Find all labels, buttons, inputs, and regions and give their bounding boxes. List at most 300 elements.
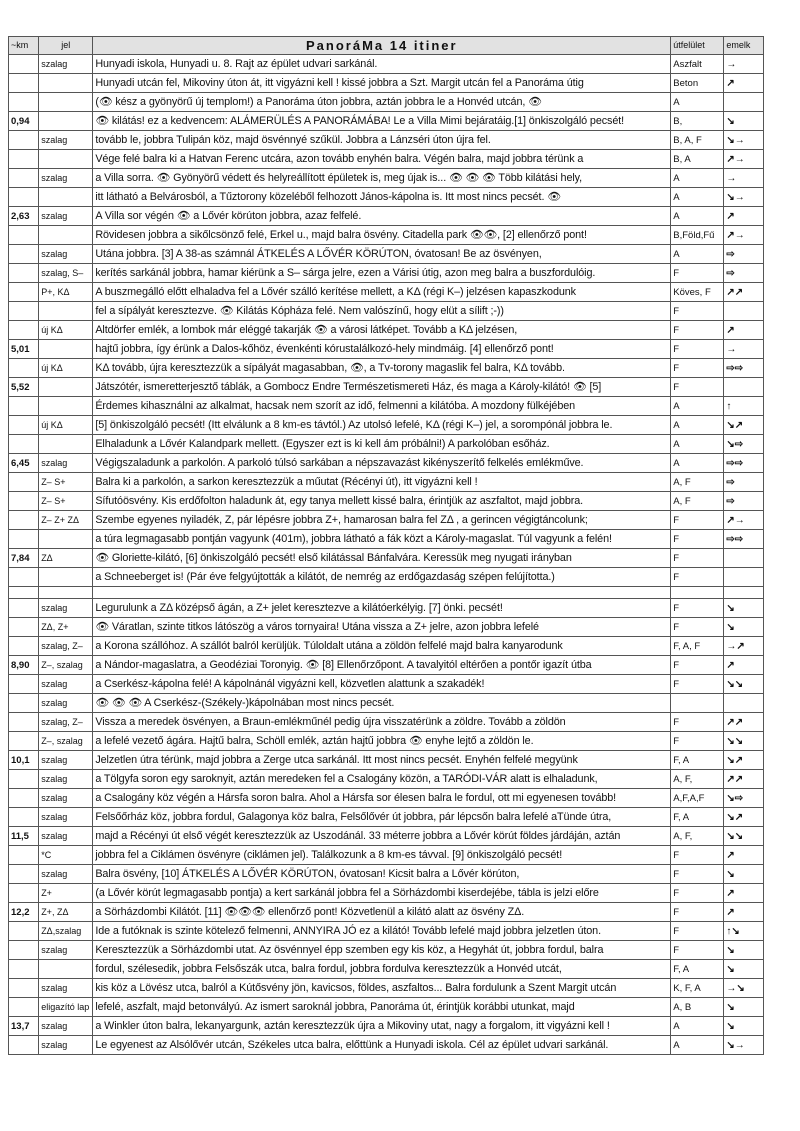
header-row: [9, 37, 764, 55]
direction-arrows: →: [724, 55, 764, 74]
marker-cell: Z– Z+ ZΔ: [39, 511, 93, 530]
route-description: A buszmegálló előtt elhaladva fel a Lővér szálló kerítése mellett, a KΔ (régi K–) jelzésen kapaszkodunk: [93, 283, 671, 302]
km-cell: [9, 264, 39, 283]
km-cell: 10,1: [9, 751, 39, 770]
itinerary-row: [9, 131, 764, 150]
km-cell: [9, 302, 39, 321]
marker-cell: szalag: [39, 1017, 93, 1036]
direction-arrows: ⇨: [724, 264, 764, 283]
route-description: Érdemes kihasználni az alkalmat, hacsak nem szorít az idő, felmenni a kilátóba. A mozdony fülkéjében: [93, 397, 671, 416]
marker-cell: Z– S+: [39, 473, 93, 492]
surface-cell: A: [671, 1017, 724, 1036]
route-description: a Csalogány köz végén a Hársfa soron balra. Ahol a Hársfa sor élesen balra le fordul, ott mi egyenesen tovább!: [93, 789, 671, 808]
surface-cell: F: [671, 846, 724, 865]
route-description: Hunyadi iskola, Hunyadi u. 8. Rajt az épület udvari sarkánál.: [93, 55, 671, 74]
km-cell: [9, 93, 39, 112]
km-cell: [9, 941, 39, 960]
km-cell: [9, 150, 39, 169]
direction-arrows: ↘: [724, 941, 764, 960]
itinerary-row: [9, 112, 764, 131]
marker-cell: szalag: [39, 808, 93, 827]
km-cell: [9, 637, 39, 656]
direction-arrows: [724, 549, 764, 568]
route-description: Elhaladunk a Lővér Kalandpark mellett. (Egyszer ezt is ki kell ám próbálni!) A parkolóban esőház.: [93, 435, 671, 454]
direction-arrows: ↗↗: [724, 713, 764, 732]
itinerary-row: [9, 770, 764, 789]
marker-cell: szalag: [39, 599, 93, 618]
route-description: Hunyadi utcán fel, Mikoviny úton át, itt vigyázni kell ! kissé jobbra a Szt. Margit utcán fel a Panoráma útig: [93, 74, 671, 93]
direction-arrows: ↘↗: [724, 416, 764, 435]
direction-arrows: ⇨: [724, 245, 764, 264]
route-description: Végigszaladunk a parkolón. A parkoló túlsó sarkában a népszavazást kikényszerítő felkelés emlékműve.: [93, 454, 671, 473]
itinerary-row: [9, 150, 764, 169]
direction-arrows: ↘↗: [724, 751, 764, 770]
surface-cell: F: [671, 359, 724, 378]
itinerary-row: [9, 865, 764, 884]
route-description: a Winkler úton balra, lekanyargunk, aztán keresztezzük újra a Mikoviny utat, nagy a forgalom, itt vigyázni kell !: [93, 1017, 671, 1036]
marker-cell: ZΔ, Z+: [39, 618, 93, 637]
marker-cell: szalag: [39, 865, 93, 884]
km-cell: 13,7: [9, 1017, 39, 1036]
surface-cell: A, F,: [671, 770, 724, 789]
surface-cell: B, A, F: [671, 131, 724, 150]
surface-cell: A: [671, 169, 724, 188]
itinerary-row: [9, 827, 764, 846]
itinerary-row: [9, 751, 764, 770]
direction-arrows: ↘→: [724, 1036, 764, 1055]
marker-cell: szalag: [39, 827, 93, 846]
km-cell: [9, 1036, 39, 1055]
itinerary-row: [9, 979, 764, 998]
direction-arrows: ↗→: [724, 511, 764, 530]
itinerary-row: [9, 884, 764, 903]
marker-cell: [39, 112, 93, 131]
route-description: a Cserkész-kápolna felé! A kápolnánál vigyázni kell, közvetlen alattunk a szakadék!: [93, 675, 671, 694]
itinerary-row: [9, 599, 764, 618]
jel-column-header: jel: [39, 37, 93, 55]
route-description: jobbra fel a Ciklámen ösvényre (ciklámen jel). Találkozunk a 8 km-es távval. [9] önkiszolgáló pecsét!: [93, 846, 671, 865]
km-cell: 6,45: [9, 454, 39, 473]
direction-arrows: ↗: [724, 74, 764, 93]
km-cell: [9, 245, 39, 264]
surface-cell: F: [671, 378, 724, 397]
surface-cell: [671, 694, 724, 713]
km-cell: 0,94: [9, 112, 39, 131]
marker-cell: [39, 188, 93, 207]
itinerary-row: [9, 568, 764, 587]
route-description: Vissza a meredek ösvényen, a Braun-emlékműnél pedig újra visszatérünk a zöldre. Tovább a zöldön: [93, 713, 671, 732]
surface-cell: Aszfalt: [671, 55, 724, 74]
surface-cell: F, A: [671, 960, 724, 979]
surface-cell: F: [671, 340, 724, 359]
direction-arrows: →↘: [724, 979, 764, 998]
marker-cell: [39, 74, 93, 93]
route-description: a Tölgyfa soron egy saroknyit, aztán meredeken fel a Csalogány közön, a TARÓDI-VÁR alatt is elhaladunk,: [93, 770, 671, 789]
route-description: Balra ki a parkolón, a sarkon keresztezzük a műutat (Récényi út), itt vigyázni kell !: [93, 473, 671, 492]
km-cell: [9, 511, 39, 530]
km-cell: [9, 473, 39, 492]
route-description: Jelzetlen útra térünk, majd jobbra a Zerge utca sarkánál. Itt most nincs pecsét. Enyhén felfelé megyünk: [93, 751, 671, 770]
km-cell: [9, 713, 39, 732]
km-cell: [9, 979, 39, 998]
itinerary-row: [9, 55, 764, 74]
direction-arrows: [724, 568, 764, 587]
km-cell: [9, 169, 39, 188]
surface-cell: F: [671, 264, 724, 283]
marker-cell: szalag: [39, 789, 93, 808]
itinerary-row: [9, 264, 764, 283]
itinerary-row: [9, 732, 764, 751]
route-description: 👁 Gloriette-kilátó, [6] önkiszolgáló pecsét! első kilátással Bánfalvára. Keressük meg nyugati irányban: [93, 549, 671, 568]
route-description: 👁 kilátás! ez a kedvencem: ALÁMERÜLÉS A PANORÁMÁBA! Le a Villa Mimi bejáratáig.[1] önkiszolgáló pecsét!: [93, 112, 671, 131]
route-description: hajtű jobbra, így érünk a Dalos-kőhöz, évenkénti kórustalálkozó-hely mindmáig. [4] ellenőrző pont!: [93, 340, 671, 359]
marker-cell: szalag: [39, 675, 93, 694]
route-description: tovább le, jobbra Tulipán köz, majd ösvénnyé szűkül. Jobbra a Lánzséri úton újra fel.: [93, 131, 671, 150]
marker-cell: [39, 960, 93, 979]
direction-arrows: ⇨⇨: [724, 454, 764, 473]
itinerary-row: [9, 549, 764, 568]
surface-cell: A: [671, 397, 724, 416]
route-description: Balra ösvény, [10] ÁTKELÉS A LŐVÉR KÖRÚTON, óvatosan! Kicsit balra a Lővér körúton,: [93, 865, 671, 884]
itinerary-row: [9, 846, 764, 865]
direction-arrows: →: [724, 169, 764, 188]
marker-cell: Z+: [39, 884, 93, 903]
surface-cell: F, A: [671, 751, 724, 770]
km-cell: [9, 283, 39, 302]
direction-arrows: ↘↘: [724, 732, 764, 751]
marker-cell: P+, KΔ: [39, 283, 93, 302]
itinerary-row: [9, 675, 764, 694]
route-description: Sífutóösvény. Kis erdőfolton haladunk át, egy tanya mellett kissé balra, érintjük az aszfaltot, majd jobbra.: [93, 492, 671, 511]
route-description: Játszótér, ismeretterjesztő táblák, a Gombocz Endre Természetismereti Ház, és maga a Károly-kilátó! 👁 [5]: [93, 378, 671, 397]
direction-arrows: ⇨: [724, 492, 764, 511]
km-cell: [9, 732, 39, 751]
surface-cell: A: [671, 207, 724, 226]
marker-cell: [39, 340, 93, 359]
km-cell: [9, 397, 39, 416]
route-description: (👁 kész a gyönyörű új templom!) a Panoráma úton jobbra, aztán jobbra le a Honvéd utcán, 👁: [93, 93, 671, 112]
direction-arrows: →↗: [724, 637, 764, 656]
itinerary-row: [9, 960, 764, 979]
km-cell: [9, 865, 39, 884]
surface-column-header: útfelület: [671, 37, 724, 55]
surface-cell: F: [671, 675, 724, 694]
route-description: Vége felé balra ki a Hatvan Ferenc utcára, azon tovább enyhén balra. Végén balra, majd jobbra térünk a: [93, 150, 671, 169]
surface-cell: A, F: [671, 473, 724, 492]
route-description: majd a Récényi út első végét keresztezzük az Uszodánál. 33 méterre jobbra a Lővér körút földes járdáján, aztán: [93, 827, 671, 846]
itinerary-row: [9, 454, 764, 473]
surface-cell: K, F, A: [671, 979, 724, 998]
marker-cell: [39, 378, 93, 397]
route-description: Ide a futóknak is szinte kötelező felmenni, ANNYIRA JÓ ez a kilátó! Tovább lefelé majd jobbra jelzetlen úton.: [93, 922, 671, 941]
itinerary-row: [9, 998, 764, 1017]
direction-arrows: ↘: [724, 1017, 764, 1036]
direction-arrows: [724, 302, 764, 321]
surface-cell: F: [671, 922, 724, 941]
marker-cell: szalag: [39, 1036, 93, 1055]
direction-arrows: ↗: [724, 207, 764, 226]
direction-arrows: [724, 378, 764, 397]
route-description: fel a sípályát keresztezve. 👁 Kilátás Kópháza felé. Nem valószínű, hogy elüt a sílift ;-)): [93, 302, 671, 321]
km-cell: [9, 789, 39, 808]
marker-cell: szalag: [39, 770, 93, 789]
km-cell: [9, 618, 39, 637]
km-cell: [9, 808, 39, 827]
direction-arrows: ↗↗: [724, 770, 764, 789]
surface-cell: A: [671, 416, 724, 435]
itinerary-row: [9, 397, 764, 416]
itinerary-row: [9, 618, 764, 637]
route-description: A Villa sor végén 👁 a Lővér körúton jobbra, azaz felfelé.: [93, 207, 671, 226]
surface-cell: A: [671, 245, 724, 264]
km-cell: [9, 694, 39, 713]
route-description: Le egyenest az Alsólővér utcán, Székeles utca balra, előttünk a Hunyadi iskola. Cél az épület udvari sarkánál.: [93, 1036, 671, 1055]
route-description: a Nándor-magaslatra, a Geodéziai Toronyig. 👁 [8] Ellenőrzőpont. A tavalyitól eltérően a pontőr igazít útba: [93, 656, 671, 675]
itinerary-row: [9, 435, 764, 454]
itinerary-row: [9, 694, 764, 713]
km-cell: 11,5: [9, 827, 39, 846]
itinerary-row: [9, 359, 764, 378]
marker-cell: új KΔ: [39, 359, 93, 378]
marker-cell: új KΔ: [39, 416, 93, 435]
surface-cell: B,: [671, 112, 724, 131]
route-description: Utána jobbra. [3] A 38-as számnál ÁTKELÉS A LŐVÉR KÖRÚTON, óvatosan! Be az ösvényen,: [93, 245, 671, 264]
direction-arrows: ↗: [724, 846, 764, 865]
km-cell: [9, 416, 39, 435]
marker-cell: Z–, szalag: [39, 656, 93, 675]
route-description: 👁 👁 👁 A Cserkész-(Székely-)kápolnában most nincs pecsét.: [93, 694, 671, 713]
surface-cell: A: [671, 435, 724, 454]
surface-cell: A: [671, 93, 724, 112]
direction-arrows: ↘: [724, 998, 764, 1017]
marker-cell: szalag, Z–: [39, 713, 93, 732]
marker-cell: Z+, ZΔ: [39, 903, 93, 922]
surface-cell: A: [671, 188, 724, 207]
surface-cell: A, F,: [671, 827, 724, 846]
marker-cell: szalag: [39, 979, 93, 998]
marker-cell: szalag: [39, 941, 93, 960]
surface-cell: F: [671, 732, 724, 751]
marker-cell: új KΔ: [39, 321, 93, 340]
direction-arrows: ↘↘: [724, 827, 764, 846]
marker-cell: [39, 568, 93, 587]
itinerary-row: [9, 713, 764, 732]
surface-cell: F, A: [671, 808, 724, 827]
km-cell: [9, 998, 39, 1017]
route-description: a Korona szállóhoz. A szállót balról kerüljük. Túloldalt utána a zöldön felfelé majd balra kanyarodunk: [93, 637, 671, 656]
km-cell: 7,84: [9, 549, 39, 568]
km-cell: [9, 846, 39, 865]
itinerary-row: [9, 941, 764, 960]
marker-cell: eligazító lap: [39, 998, 93, 1017]
marker-cell: [39, 226, 93, 245]
km-cell: [9, 770, 39, 789]
direction-arrows: ↑: [724, 397, 764, 416]
route-description: kerítés sarkánál jobbra, hamar kiérünk a S– sárga jelre, ezen a Várisi útig, azon meg balra a buszfordulóig.: [93, 264, 671, 283]
route-description: Keresztezzük a Sörházdombi utat. Az ösvénnyel épp szemben egy kis köz, a Hegyhát út, jobbra fordul, balra: [93, 941, 671, 960]
route-description: fordul, szélesedik, jobbra Felsőszák utca, balra fordul, jobbra fordulva keresztezzük a Honvéd utcát,: [93, 960, 671, 979]
direction-arrows: ↗: [724, 321, 764, 340]
itinerary-row: [9, 1036, 764, 1055]
direction-arrows: ↘→: [724, 131, 764, 150]
route-description: a Sörházdombi Kilátót. [11] 👁👁👁 ellenőrző pont! Közvetlenül a kilátó alatt az ösvény ZΔ.: [93, 903, 671, 922]
direction-arrows: ↗→: [724, 226, 764, 245]
direction-arrows: ⇨⇨: [724, 530, 764, 549]
itinerary-row: [9, 473, 764, 492]
itinerary-row: [9, 511, 764, 530]
km-cell: 8,90: [9, 656, 39, 675]
marker-cell: szalag: [39, 55, 93, 74]
marker-cell: Z– S+: [39, 492, 93, 511]
direction-arrows: ↗↗: [724, 283, 764, 302]
direction-arrows: ↘⇨: [724, 789, 764, 808]
direction-arrows: [724, 694, 764, 713]
itinerary-row: [9, 340, 764, 359]
itinerary-row: [9, 903, 764, 922]
surface-cell: A,F,A,F: [671, 789, 724, 808]
direction-arrows: ↘: [724, 960, 764, 979]
marker-cell: ZΔ: [39, 549, 93, 568]
surface-cell: F: [671, 884, 724, 903]
route-description: Felsőőrház köz, jobbra fordul, Galagonya köz balra, Felsőlővér út jobbra, pár lépcsőn balra lefelé aTünde útra,: [93, 808, 671, 827]
marker-cell: szalag: [39, 207, 93, 226]
surface-cell: A: [671, 454, 724, 473]
route-description: Legurulunk a ZΔ középső ágán, a Z+ jelet keresztezve a kilátóerkélyig. [7] önki. pecsét!: [93, 599, 671, 618]
direction-arrows: ↘: [724, 865, 764, 884]
km-column-header: ~km: [9, 37, 39, 55]
direction-arrows: ↘→: [724, 188, 764, 207]
itinerary-row: [9, 226, 764, 245]
itinerary-row: [9, 207, 764, 226]
km-cell: [9, 492, 39, 511]
itinerary-row: [9, 283, 764, 302]
surface-cell: B, A: [671, 150, 724, 169]
itinerary-row: [9, 188, 764, 207]
direction-arrows: →: [724, 340, 764, 359]
km-cell: [9, 884, 39, 903]
route-description: a lefelé vezető ágára. Hajtű balra, Schöll emlék, aztán hajtű jobbra 👁 enyhe lejtő a zöldön le.: [93, 732, 671, 751]
route-description: kis köz a Lövész utca, balról a Kútősvény jön, kavicsos, földes, aszfaltos... Balra fordulunk a Szent Margit utcán: [93, 979, 671, 998]
direction-arrows: ↗: [724, 884, 764, 903]
itinerary-row: [9, 378, 764, 397]
km-cell: [9, 922, 39, 941]
marker-cell: [39, 150, 93, 169]
km-cell: 12,2: [9, 903, 39, 922]
surface-cell: F: [671, 656, 724, 675]
direction-arrows: ↘: [724, 618, 764, 637]
direction-arrows: ↗: [724, 903, 764, 922]
marker-cell: szalag: [39, 751, 93, 770]
direction-arrows: ↘: [724, 112, 764, 131]
route-description: Altdörfer emlék, a lombok már eléggé takarják 👁 a városi látképet. Tovább a KΔ jelzésen,: [93, 321, 671, 340]
itinerary-row: [9, 656, 764, 675]
km-cell: [9, 226, 39, 245]
itinerary-row: [9, 492, 764, 511]
km-cell: [9, 675, 39, 694]
itinerary-row: [9, 169, 764, 188]
surface-cell: F: [671, 903, 724, 922]
itinerary-row: [9, 74, 764, 93]
itinerary-row: [9, 922, 764, 941]
direction-arrows: [724, 93, 764, 112]
direction-arrows: ↘↗: [724, 808, 764, 827]
marker-cell: *C: [39, 846, 93, 865]
marker-cell: Z–, szalag: [39, 732, 93, 751]
marker-cell: szalag: [39, 454, 93, 473]
direction-arrows: ↗→: [724, 150, 764, 169]
marker-cell: [39, 397, 93, 416]
marker-cell: [39, 435, 93, 454]
direction-arrows: ↑↘: [724, 922, 764, 941]
itinerary-table: [8, 36, 764, 1055]
surface-cell: F: [671, 549, 724, 568]
direction-arrows: ⇨⇨: [724, 359, 764, 378]
itinerary-row: [9, 637, 764, 656]
surface-cell: A, B: [671, 998, 724, 1017]
route-description: a Villa sorra. 👁 Gyönyörű védett és helyreállított épületek is, meg újak is... 👁 👁 👁 Több kilátási hely,: [93, 169, 671, 188]
itinerary-row: [9, 245, 764, 264]
km-cell: [9, 435, 39, 454]
direction-arrows: ↘↘: [724, 675, 764, 694]
route-description: (a Lővér körút legmagasabb pontja) a kert sarkánál jobbra fel a Sörházdombi kiserdejébe, tábla is jelzi előre: [93, 884, 671, 903]
km-cell: [9, 55, 39, 74]
itinerary-row: [9, 416, 764, 435]
marker-cell: szalag, S–: [39, 264, 93, 283]
direction-arrows: ↘⇨: [724, 435, 764, 454]
route-description: KΔ tovább, újra keresztezzük a sípályát magasabban, 👁, a Tv-torony magaslik fel balra, KΔ tovább.: [93, 359, 671, 378]
km-cell: 2,63: [9, 207, 39, 226]
direction-arrows: ↗: [724, 656, 764, 675]
surface-cell: F, A, F: [671, 637, 724, 656]
surface-cell: F: [671, 321, 724, 340]
marker-cell: [39, 530, 93, 549]
marker-cell: szalag: [39, 245, 93, 264]
surface-cell: A, F: [671, 492, 724, 511]
km-cell: [9, 188, 39, 207]
surface-cell: F: [671, 599, 724, 618]
itinerary-row: [9, 1017, 764, 1036]
elevation-column-header: emelk: [724, 37, 764, 55]
surface-cell: F: [671, 618, 724, 637]
surface-cell: F: [671, 568, 724, 587]
direction-arrows: ↘: [724, 599, 764, 618]
marker-cell: ZΔ,szalag: [39, 922, 93, 941]
km-cell: 5,52: [9, 378, 39, 397]
marker-cell: szalag: [39, 131, 93, 150]
itinerary-row: [9, 530, 764, 549]
route-description: [5] önkiszolgáló pecsét! (Itt elválunk a 8 km-es távtól.) Az utolsó lefelé, KΔ (régi K–) jel, a sorompónál jobbra le.: [93, 416, 671, 435]
surface-cell: F: [671, 865, 724, 884]
surface-cell: A: [671, 1036, 724, 1055]
page-title: PanoráMa 14 itiner: [93, 37, 671, 55]
surface-cell: Beton: [671, 74, 724, 93]
itinerary-row: [9, 808, 764, 827]
km-cell: [9, 530, 39, 549]
km-cell: [9, 131, 39, 150]
km-cell: [9, 321, 39, 340]
itinerary-row: [9, 789, 764, 808]
route-description: 👁 Váratlan, szinte titkos látószög a város tornyaira! Utána vissza a Z+ jelre, azon jobbra lefelé: [93, 618, 671, 637]
itinerary-rows: [9, 55, 764, 1055]
route-description: lefelé, aszfalt, majd betonvályú. Az ismert saroknál jobbra, Panoráma út, érintjük korábbi utunkat, majd: [93, 998, 671, 1017]
surface-cell: F: [671, 941, 724, 960]
route-description: a túra legmagasabb pontján vagyunk (401m), jobbra látható a fák közt a Károly-magaslat. Túl vagyunk a felén!: [93, 530, 671, 549]
km-cell: [9, 359, 39, 378]
surface-cell: F: [671, 530, 724, 549]
direction-arrows: ⇨: [724, 473, 764, 492]
surface-cell: F: [671, 302, 724, 321]
km-cell: [9, 960, 39, 979]
